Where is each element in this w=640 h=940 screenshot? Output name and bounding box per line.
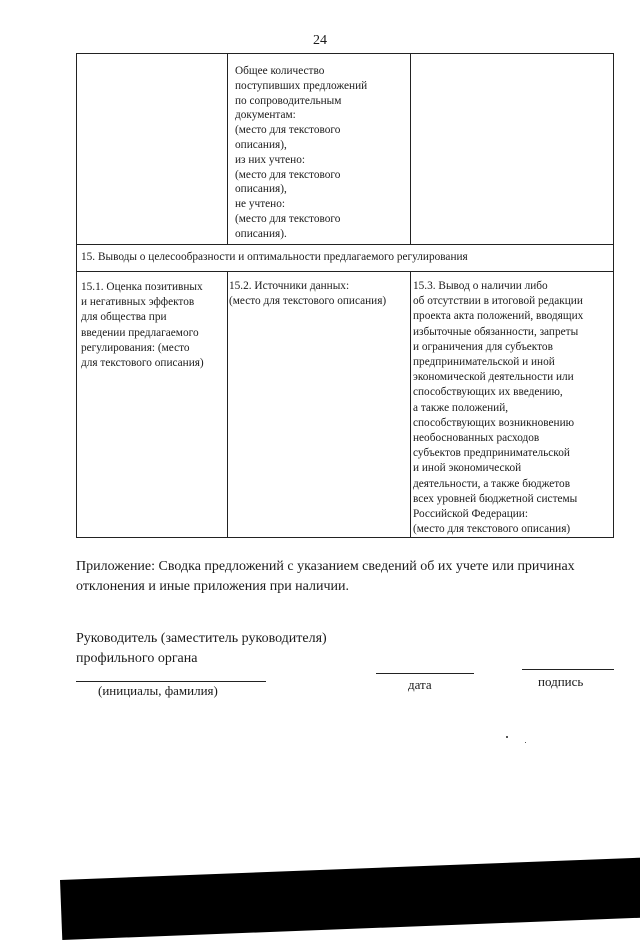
text-line: из них учтено: bbox=[235, 153, 306, 166]
cell-15-1-effects bbox=[81, 280, 227, 371]
text-line: и негативных эффектов bbox=[81, 296, 195, 309]
text-line: 15.1. Оценка позитивных bbox=[81, 281, 203, 293]
page-number: 24 bbox=[313, 33, 327, 48]
text-line: проекта акта положений, вводящих bbox=[413, 310, 584, 323]
text-line: (место для текстового bbox=[235, 168, 341, 181]
text-line: отклонения и иные приложения при наличии. bbox=[76, 579, 350, 594]
text-line: и иной экономической bbox=[413, 462, 522, 475]
name-line bbox=[76, 681, 266, 682]
text-line: способствующих их введению, bbox=[413, 386, 563, 399]
text-line: Общее количество bbox=[235, 65, 325, 77]
text-line: описания), bbox=[235, 183, 287, 196]
date-label: дата bbox=[408, 677, 432, 692]
text-line: а также положений, bbox=[413, 401, 509, 414]
date-line bbox=[376, 673, 474, 674]
text-line: для текстового описания) bbox=[81, 357, 204, 370]
text-line: и ограничения для субъектов bbox=[413, 340, 553, 353]
scan-speck bbox=[506, 736, 508, 738]
text-line: по сопроводительным bbox=[235, 94, 342, 107]
table-row-proposals bbox=[77, 54, 613, 245]
scan-shadow-edge bbox=[60, 857, 640, 940]
text-line: (место для текстового bbox=[235, 124, 341, 137]
text-line: 15.2. Источники данных: bbox=[229, 280, 350, 292]
text-line: экономической деятельности или bbox=[413, 371, 574, 384]
text-line: Российской Федерации: bbox=[413, 508, 528, 521]
appendix-note bbox=[76, 557, 636, 597]
text-line: 15.3. Вывод о наличии либо bbox=[413, 280, 548, 292]
text-line: Руководитель (заместитель руководителя) bbox=[76, 631, 327, 646]
text-line: субъектов предпринимательской bbox=[413, 447, 570, 460]
section-15-title: 15. Выводы о целесообразности и оптимальности предлагаемого регулирования bbox=[81, 251, 468, 263]
text-line: предпринимательской и иной bbox=[413, 356, 555, 369]
text-line: документам: bbox=[235, 109, 296, 122]
summary-table bbox=[76, 53, 614, 538]
text-line: (место для текстового описания) bbox=[413, 523, 571, 536]
text-line: (место для текстового bbox=[235, 212, 341, 225]
signature-line bbox=[522, 669, 614, 670]
text-line: избыточные обязанности, запреты bbox=[413, 325, 579, 338]
text-line: необоснованных расходов bbox=[413, 432, 540, 445]
column-divider bbox=[227, 54, 228, 244]
cell-15-2-data-sources bbox=[229, 279, 411, 309]
text-line: профильного органа bbox=[76, 651, 198, 666]
column-divider bbox=[227, 272, 228, 537]
text-line: (место для текстового описания) bbox=[229, 295, 387, 308]
proposals-count-cell bbox=[235, 64, 405, 242]
text-line: не учтено: bbox=[235, 198, 285, 211]
text-line: способствующих возникновению bbox=[413, 416, 575, 429]
column-divider bbox=[410, 54, 411, 244]
text-line: поступивших предложений bbox=[235, 79, 368, 92]
column-divider bbox=[410, 272, 411, 537]
text-line: регулирования: (место bbox=[81, 341, 190, 354]
name-label: (инициалы, фамилия) bbox=[98, 683, 218, 698]
text-line: всех уровней бюджетной системы bbox=[413, 492, 578, 505]
signature-label: подпись bbox=[538, 674, 584, 689]
cell-15-3-conclusion bbox=[413, 279, 613, 537]
text-line: Приложение: Сводка предложений с указанием сведений об их учете или причинах bbox=[76, 559, 575, 574]
scan-speck bbox=[525, 742, 526, 743]
text-line: об отсутствии в итоговой редакции bbox=[413, 295, 583, 308]
table-row-conclusions bbox=[77, 272, 613, 537]
table-row-section-15 bbox=[77, 245, 613, 272]
text-line: введении предлагаемого bbox=[81, 326, 199, 339]
text-line: для общества при bbox=[81, 311, 167, 324]
text-line: описания). bbox=[235, 227, 287, 240]
text-line: деятельности, а также бюджетов bbox=[413, 477, 571, 490]
signatory-title bbox=[76, 629, 327, 669]
text-line: описания), bbox=[235, 138, 287, 151]
